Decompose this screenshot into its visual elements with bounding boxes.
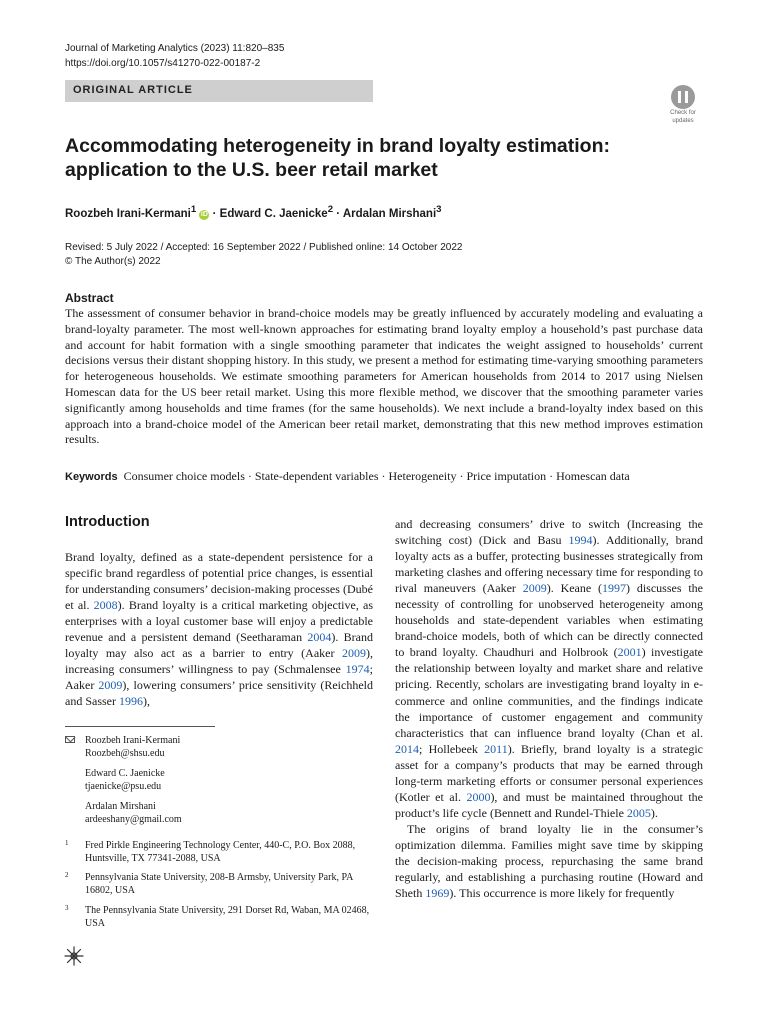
abstract-heading: Abstract [65, 291, 114, 305]
contact-entry [85, 800, 182, 826]
author-name[interactable]: Edward C. Jaenicke [219, 207, 328, 220]
citation-link[interactable]: 2008 [93, 598, 118, 613]
intro-paragraph [395, 821, 703, 901]
publication-dates [65, 241, 463, 269]
affiliation-text: The Pennsylvania State University, 291 Dorset Rd, Waban, MA 02468, USA [85, 905, 370, 929]
introduction-heading: Introduction [65, 514, 150, 530]
author-separator: · [212, 207, 217, 220]
copyright-line: © The Author(s) 2022 [65, 256, 161, 267]
text-run: ), increasing consumers’ willingness to pay (Schmalensee [65, 646, 373, 677]
contact-name: Edward C. Jaenicke [85, 768, 165, 779]
keywords [65, 469, 705, 485]
contact-entry [85, 767, 165, 793]
contact-email[interactable]: ardeeshany@gmail.com [85, 814, 182, 825]
check-updates-line2: updates [672, 118, 694, 124]
doi-link[interactable]: https://doi.org/10.1057/s41270-022-00187-2 [65, 58, 261, 69]
citation-link[interactable]: 2001 [617, 645, 642, 660]
affiliation-number: 2 [65, 871, 69, 879]
corresponding-contacts [65, 734, 365, 824]
citation-link[interactable]: 1997 [602, 581, 627, 596]
intro-column-right [395, 516, 703, 901]
journal-header [65, 41, 284, 71]
check-updates-line1: Check for [670, 110, 696, 116]
article-type-label: ORIGINAL ARTICLE [73, 84, 193, 96]
text-run: Brand loyalty, defined as a state-dependent persistence for a specific brand regardless of potential price changes, is essential for understanding consumers’ decision-making processes (Dubé et al. [65, 550, 373, 613]
text-run: ) discusses the necessity of controlling for unobserved heterogeneity among households and state-dependent variables when estimating brand-choice models, both of which can be directly connected to brand loyalty. Chaudhuri and Holbrook ( [395, 581, 703, 660]
citation-link[interactable]: 2009 [98, 678, 123, 693]
text-run: ). Briefly, brand loyalty is a strategic asset for a company’s products that may be earned through long-term marketing efforts or consumer personal experiences (Kotler et al. [395, 741, 703, 804]
text-run: ). Keane ( [546, 581, 603, 596]
affiliation-text: Fred Pirkle Engineering Technology Center, 440-C, P.O. Box 2088, Huntsville, TX 77341-2088, USA [85, 840, 356, 864]
contact-email[interactable]: tjaenicke@psu.edu [85, 781, 162, 792]
springer-logo-icon [64, 946, 84, 966]
journal-citation: Journal of Marketing Analytics (2023) 11:820–835 [65, 43, 285, 54]
citation-link[interactable]: 2011 [484, 741, 508, 756]
mail-icon [65, 736, 75, 743]
text-run: The origins of brand loyalty lie in the consumer’s optimization dilemma. Families might save time by skipping the decision-making process, repurchasing the same brand regularly, and establishing a purchasing routine (Howard and Sheth [395, 821, 703, 901]
text-run: ). Brand loyalty is a critical marketing objective, as enterprises with a loyal customer base will enjoy a predictable revenue and a persistent demand (Seetharaman [65, 598, 373, 645]
author-separator: · [336, 207, 341, 220]
author-affiliation-sup: 2 [327, 204, 334, 215]
author-list [65, 204, 442, 220]
dates-line: Revised: 5 July 2022 / Accepted: 16 September 2022 / Published online: 14 October 2022 [65, 242, 463, 253]
citation-link[interactable]: 2004 [307, 630, 332, 645]
citation-link[interactable]: 1994 [568, 533, 593, 548]
keywords-label: Keywords [65, 471, 118, 483]
intro-column-left [65, 549, 373, 709]
text-run: ). Additionally, brand loyalty acts as a buffer, protecting businesses strategically from marketing clashes and offering necessary time for responding to rival maneuvers (Aaker [395, 533, 704, 596]
citation-link[interactable]: 2014 [395, 741, 419, 756]
text-run: ). This occurrence is more likely for frequently [449, 886, 675, 901]
citation-link[interactable]: 2009 [522, 581, 547, 596]
author-name[interactable]: Roozbeh Irani-Kermani [65, 207, 191, 220]
keywords-text: Consumer choice models · State-dependent variables · Heterogeneity · Price imputation · Homescan data [123, 469, 630, 483]
footnote-divider [65, 726, 215, 727]
author-name[interactable]: Ardalan Mirshani [342, 207, 437, 220]
author-affiliation-sup: 3 [436, 204, 442, 215]
contact-email[interactable]: Roozbeh@shsu.edu [85, 748, 165, 759]
citation-link[interactable]: 2005 [626, 805, 651, 820]
text-run: ; Aaker [65, 662, 373, 693]
citation-link[interactable]: 1969 [425, 886, 450, 901]
text-run: ), lowering consumers’ price sensitivity (Reichheld and Sasser [65, 678, 373, 709]
intro-paragraph [65, 549, 373, 709]
contact-name: Roozbeh Irani-Kermani [85, 735, 181, 746]
check-for-updates-badge[interactable] [664, 85, 702, 123]
article-type-banner [65, 80, 373, 102]
orcid-icon[interactable]: iD [200, 210, 208, 218]
citation-link[interactable]: 2009 [342, 646, 366, 661]
author-affiliation-sup: 1 [190, 204, 197, 215]
intro-paragraph [395, 516, 703, 821]
contact-name: Ardalan Mirshani [85, 801, 156, 812]
abstract-text: The assessment of consumer behavior in brand-choice models may be greatly influenced by accurately modeling and evaluating a brand-loyalty parameter. The most well-known approaches for estimating brand loyalty employ a household’s past purchase data and account for habit formation with a single smoothing parameter that indicates the weight assigned to households’ current decisions versus their distant shopping history. In this study, we present a method for estimating time-varying smoothing parameters for heterogeneous households. We estimate smoothing parameters for American households from 2014 to 2017 using Nielsen Homescan data for the US beer retail market. Using this more flexible method, we discover that the smoothing parameter varies significantly among households and time frames (for the same households). We next include a brand-loyalty index based on this approach into a brand-choice model of the American beer retail market, demonstrating that this new method improves estimation results. [65, 306, 703, 447]
contact-entry [85, 734, 180, 760]
text-run: ; Hollebeek [419, 741, 485, 756]
citation-link[interactable]: 2000 [466, 789, 491, 804]
text-run: and decreasing consumers’ drive to switch (Increasing the switching cost) (Dick and Basu [395, 517, 703, 548]
citation-link[interactable]: 1996 [119, 694, 143, 709]
text-run: ), and must be maintained throughout the product’s life cycle (Bennett and Rundel-Thiele [395, 789, 703, 820]
article-title: Accommodating heterogeneity in brand loyalty estimation: application to the U.S. beer retail market [65, 135, 611, 181]
text-run: ). [650, 805, 658, 820]
affiliation-number: 3 [65, 904, 69, 912]
affiliation-text: Pennsylvania State University, 208-B Armsby, University Park, PA 16802, USA [85, 872, 353, 896]
citation-link[interactable]: 1974 [345, 662, 370, 677]
text-run: ), [143, 694, 150, 709]
text-run: ). Brand loyalty may also act as a barrier to entry (Aaker [65, 630, 373, 661]
text-run: ) investigate the relationship between loyalty and market share and relative pricing. Recently, scholars are investigating brand loyalty in e-commerce and online communities, and the findings indicate the importance of customer engagement and community characteristics that can influence brand loyalty (Chan et al. [395, 645, 703, 740]
check-updates-icon [671, 85, 695, 109]
affiliation-number: 1 [65, 839, 69, 847]
